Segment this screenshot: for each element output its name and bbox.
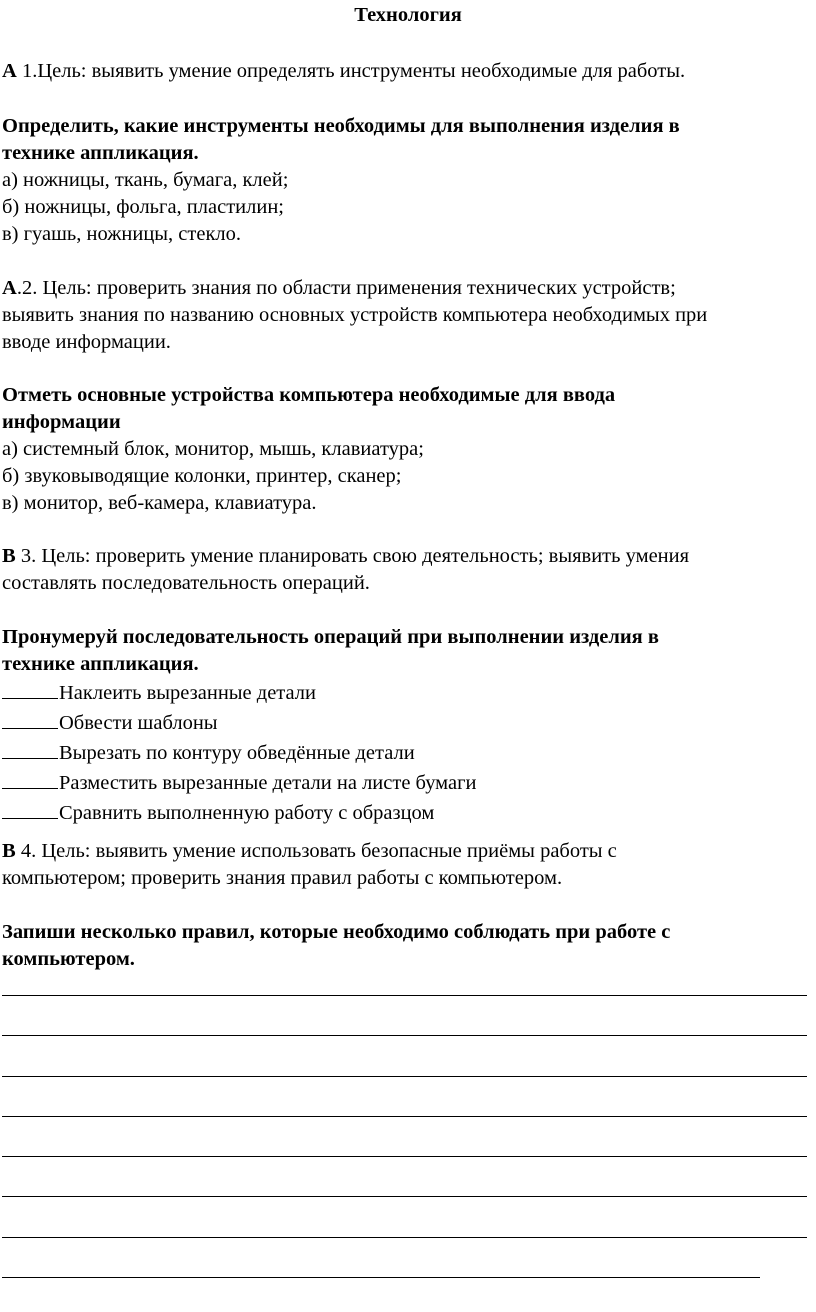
task-4-question <box>2 919 812 973</box>
step-number-blank[interactable] <box>2 767 58 789</box>
task-2-goal <box>2 275 812 356</box>
answer-line[interactable] <box>2 1277 760 1278</box>
task-4-goal <box>2 838 812 892</box>
task-1-letter: А <box>2 60 17 82</box>
task-1-option-a: а) ножницы, ткань, бумага, клей; <box>2 169 289 191</box>
task-2-goal-text: .2. Цель: проверить знания по области применения технических устройств; <box>16 277 676 299</box>
task-4-goal-line <box>2 838 812 865</box>
task-4-letter: В <box>2 840 16 862</box>
step-row <box>2 797 812 827</box>
task-3-goal <box>2 543 812 597</box>
task-3-goal-line: составлять последовательность операций. <box>2 572 370 594</box>
task-4-question-line: компьютером. <box>2 948 135 970</box>
step-text: Сравнить выполненную работу с образцом <box>59 802 435 824</box>
task-4-goal-line: компьютером; проверить знания правил работы с компьютером. <box>2 867 563 889</box>
task-1-option-c: в) гуашь, ножницы, стекло. <box>2 223 242 245</box>
step-text: Разместить вырезанные детали на листе бумаги <box>59 772 477 794</box>
task-1-goal-text: 1.Цель: выявить умение определять инструменты необходимые для работы. <box>16 60 686 82</box>
task-1-goal <box>2 58 812 85</box>
step-row <box>2 707 812 737</box>
step-number-blank[interactable] <box>2 677 58 699</box>
task-2-goal-line: вводе информации. <box>2 331 171 353</box>
step-text: Обвести шаблоны <box>59 712 218 734</box>
task-4-question-line: Запиши несколько правил, которые необходимо соблюдать при работе с <box>2 921 671 943</box>
task-1-options <box>2 167 812 248</box>
step-number-blank[interactable] <box>2 797 58 819</box>
task-1-goal-line <box>2 58 812 85</box>
answer-line[interactable] <box>2 1116 807 1117</box>
task-1-question-line: Определить, какие инструменты необходимы для выполнения изделия в <box>2 115 680 137</box>
task-2-question-line: информации <box>2 411 121 433</box>
answer-line[interactable] <box>2 1156 807 1157</box>
task-1-question-line: технике аппликация. <box>2 142 199 164</box>
task-2-option-b: б) звуковыводящие колонки, принтер, сканер; <box>2 465 402 487</box>
task-2-letter: А <box>2 277 17 299</box>
answer-line[interactable] <box>2 995 807 996</box>
task-1-question <box>2 113 812 167</box>
task-3-question-line: технике аппликация. <box>2 653 199 675</box>
task-1-option-b: б) ножницы, фольга, пластилин; <box>2 196 284 218</box>
task-3-question <box>2 624 812 678</box>
task-3-letter: В <box>2 545 16 567</box>
task-3-goal-line <box>2 543 812 570</box>
answer-line[interactable] <box>2 1237 807 1238</box>
step-row <box>2 737 812 767</box>
task-2-option-c: в) монитор, веб-камера, клавиатура. <box>2 492 317 514</box>
task-2-question <box>2 382 812 436</box>
task-2-options <box>2 436 812 517</box>
task-2-goal-line: выявить знания по названию основных устройств компьютера необходимых при <box>2 304 708 326</box>
task-3-goal-text: 3. Цель: проверить умение планировать свою деятельность; выявить умения <box>15 545 690 567</box>
step-row <box>2 677 812 707</box>
task-3-question-line: Пронумеруй последовательность операций при выполнении изделия в <box>2 626 659 648</box>
answer-line[interactable] <box>2 1196 807 1197</box>
task-3-steps <box>2 677 812 827</box>
task-2-question-line: Отметь основные устройства компьютера необходимые для ввода <box>2 384 616 406</box>
task-2-option-a: а) системный блок, монитор, мышь, клавиатура; <box>2 438 424 460</box>
task-2-goal-line <box>2 275 812 302</box>
page-title: Технология <box>354 4 462 26</box>
answer-line[interactable] <box>2 1035 807 1036</box>
step-number-blank[interactable] <box>2 737 58 759</box>
step-row <box>2 767 812 797</box>
step-text: Наклеить вырезанные детали <box>59 682 317 704</box>
answer-line[interactable] <box>2 1076 807 1077</box>
step-number-blank[interactable] <box>2 707 58 729</box>
step-text: Вырезать по контуру обведённые детали <box>59 742 415 764</box>
task-4-goal-text: 4. Цель: выявить умение использовать безопасные приёмы работы с <box>15 840 617 862</box>
